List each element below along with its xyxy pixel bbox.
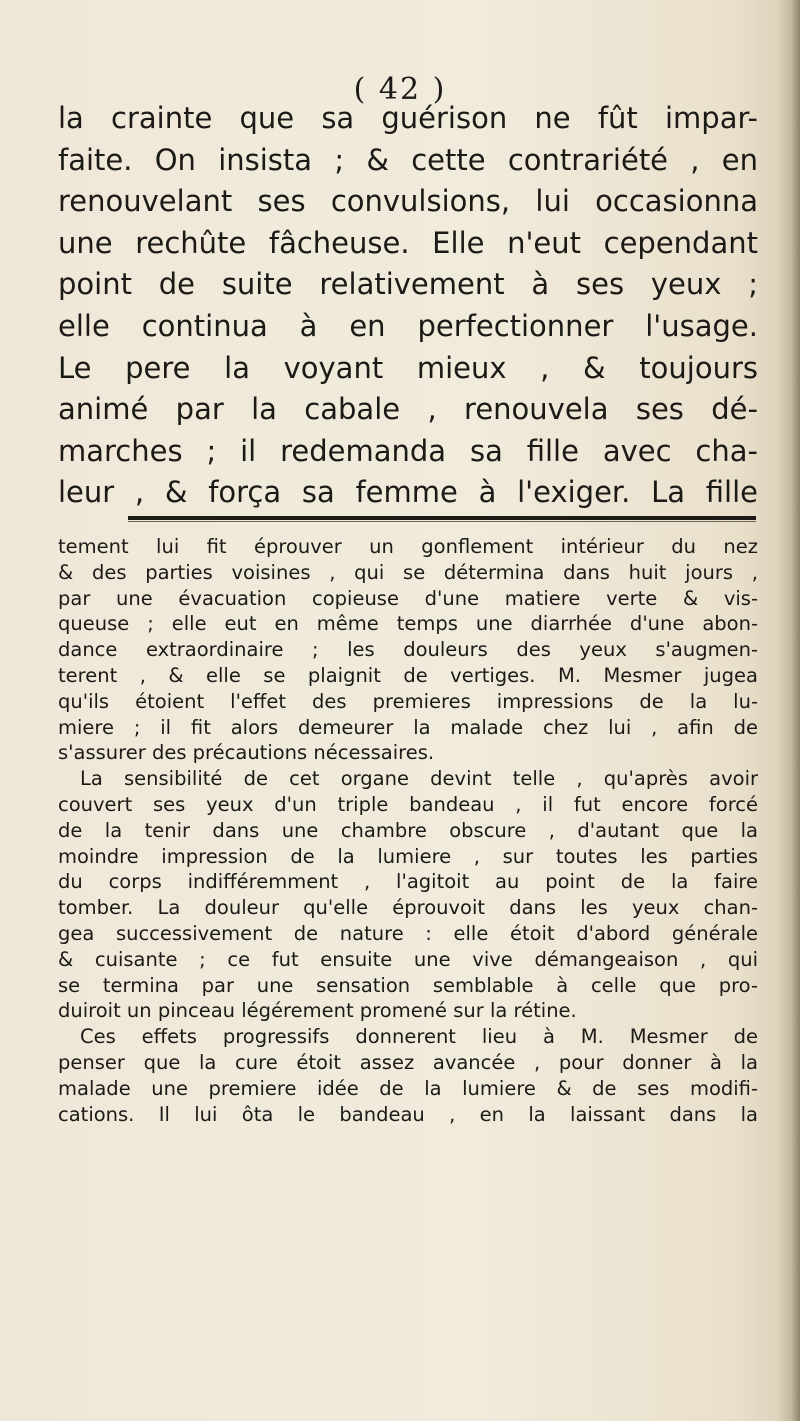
footnote-line: cations. Il lui ôta le bandeau , en la laissant dans la: [58, 1102, 758, 1126]
main-text-line: leur , & força sa femme à l'exiger. La fille: [58, 475, 758, 510]
footnote-line: penser que la cure étoit assez avancée , pour donner à la: [58, 1050, 758, 1074]
main-text-line: Le pere la voyant mieux , & toujours: [58, 350, 758, 385]
footnote-line: du corps indifféremment , l'agitoit au point de la faire: [58, 870, 758, 894]
footnote-line: tement lui fit éprouver un gonflement intérieur du nez: [58, 535, 758, 558]
main-text-line: renouvelant ses convulsions, lui occasionna: [58, 184, 758, 219]
main-text-line: faite. On insista ; & cette contrariété , en: [58, 142, 758, 177]
footnote-line: terent , & elle se plaignit de vertiges. M. Mesmer jugea: [58, 663, 758, 687]
main-text-line: animé par la cabale , renouvela ses dé-: [58, 392, 758, 427]
page-number: ( 42 ): [353, 72, 447, 107]
main-text-line: elle continua à en perfectionner l'usage.: [58, 308, 758, 343]
footnote-divider-rule: [128, 516, 756, 520]
footnote-divider-rule-thin: [128, 521, 756, 522]
footnote-line: de la tenir dans une chambre obscure , d'autant que la: [58, 818, 758, 842]
main-text-line: la crainte que sa guérison ne fût impar-: [58, 101, 758, 135]
footnote-line: qu'ils étoient l'effet des premieres impressions de la lu-: [58, 689, 758, 713]
footnote-line: queuse ; elle eut en même temps une diarrhée d'une abon-: [58, 612, 758, 636]
footnote-line: se termina par une sensation semblable à celle que pro-: [58, 973, 758, 997]
main-text-block: [58, 98, 758, 514]
main-text-line: marches ; il redemanda sa fille avec cha-: [58, 433, 758, 468]
footnote-line: tomber. La douleur qu'elle éprouvoit dans les yeux chan-: [58, 896, 758, 920]
footnote-line: moindre impression de la lumiere , sur toutes les parties: [58, 844, 758, 868]
footnote-line: miere ; il fit alors demeurer la malade chez lui , afin de: [58, 715, 758, 739]
footnote-line: malade une premiere idée de la lumiere & de ses modifi-: [58, 1076, 758, 1100]
footnote-line: dance extraordinaire ; les douleurs des yeux s'augmen-: [58, 638, 758, 662]
footnote-line: gea successivement de nature : elle étoit d'abord générale: [58, 921, 758, 945]
footnote-text-block: [58, 534, 758, 1127]
footnote-line: & des parties voisines , qui se détermina dans huit jours ,: [58, 560, 758, 584]
footnote-line: Ces effets progressifs donnerent lieu à M. Mesmer de: [80, 1025, 758, 1049]
footnote-line: & cuisante ; ce fut ensuite une vive démangeaison , qui: [58, 947, 758, 971]
footnote-line: La sensibilité de cet organe devint telle , qu'après avoir: [80, 767, 758, 791]
footnote-line: s'assurer des précautions nécessaires.: [58, 741, 435, 765]
footnote-line: couvert ses yeux d'un triple bandeau , il fut encore forcé: [58, 792, 758, 816]
page-edge-shadow: [778, 0, 800, 1421]
footnote-line: duiroit un pinceau légérement promené sur la rétine.: [58, 999, 577, 1023]
main-text-line: point de suite relativement à ses yeux ;: [58, 267, 758, 302]
footnote-line: par une évacuation copieuse d'une matiere verte & vis-: [58, 586, 758, 610]
main-text-line: une rechûte fâcheuse. Elle n'eut cependant: [58, 225, 758, 260]
